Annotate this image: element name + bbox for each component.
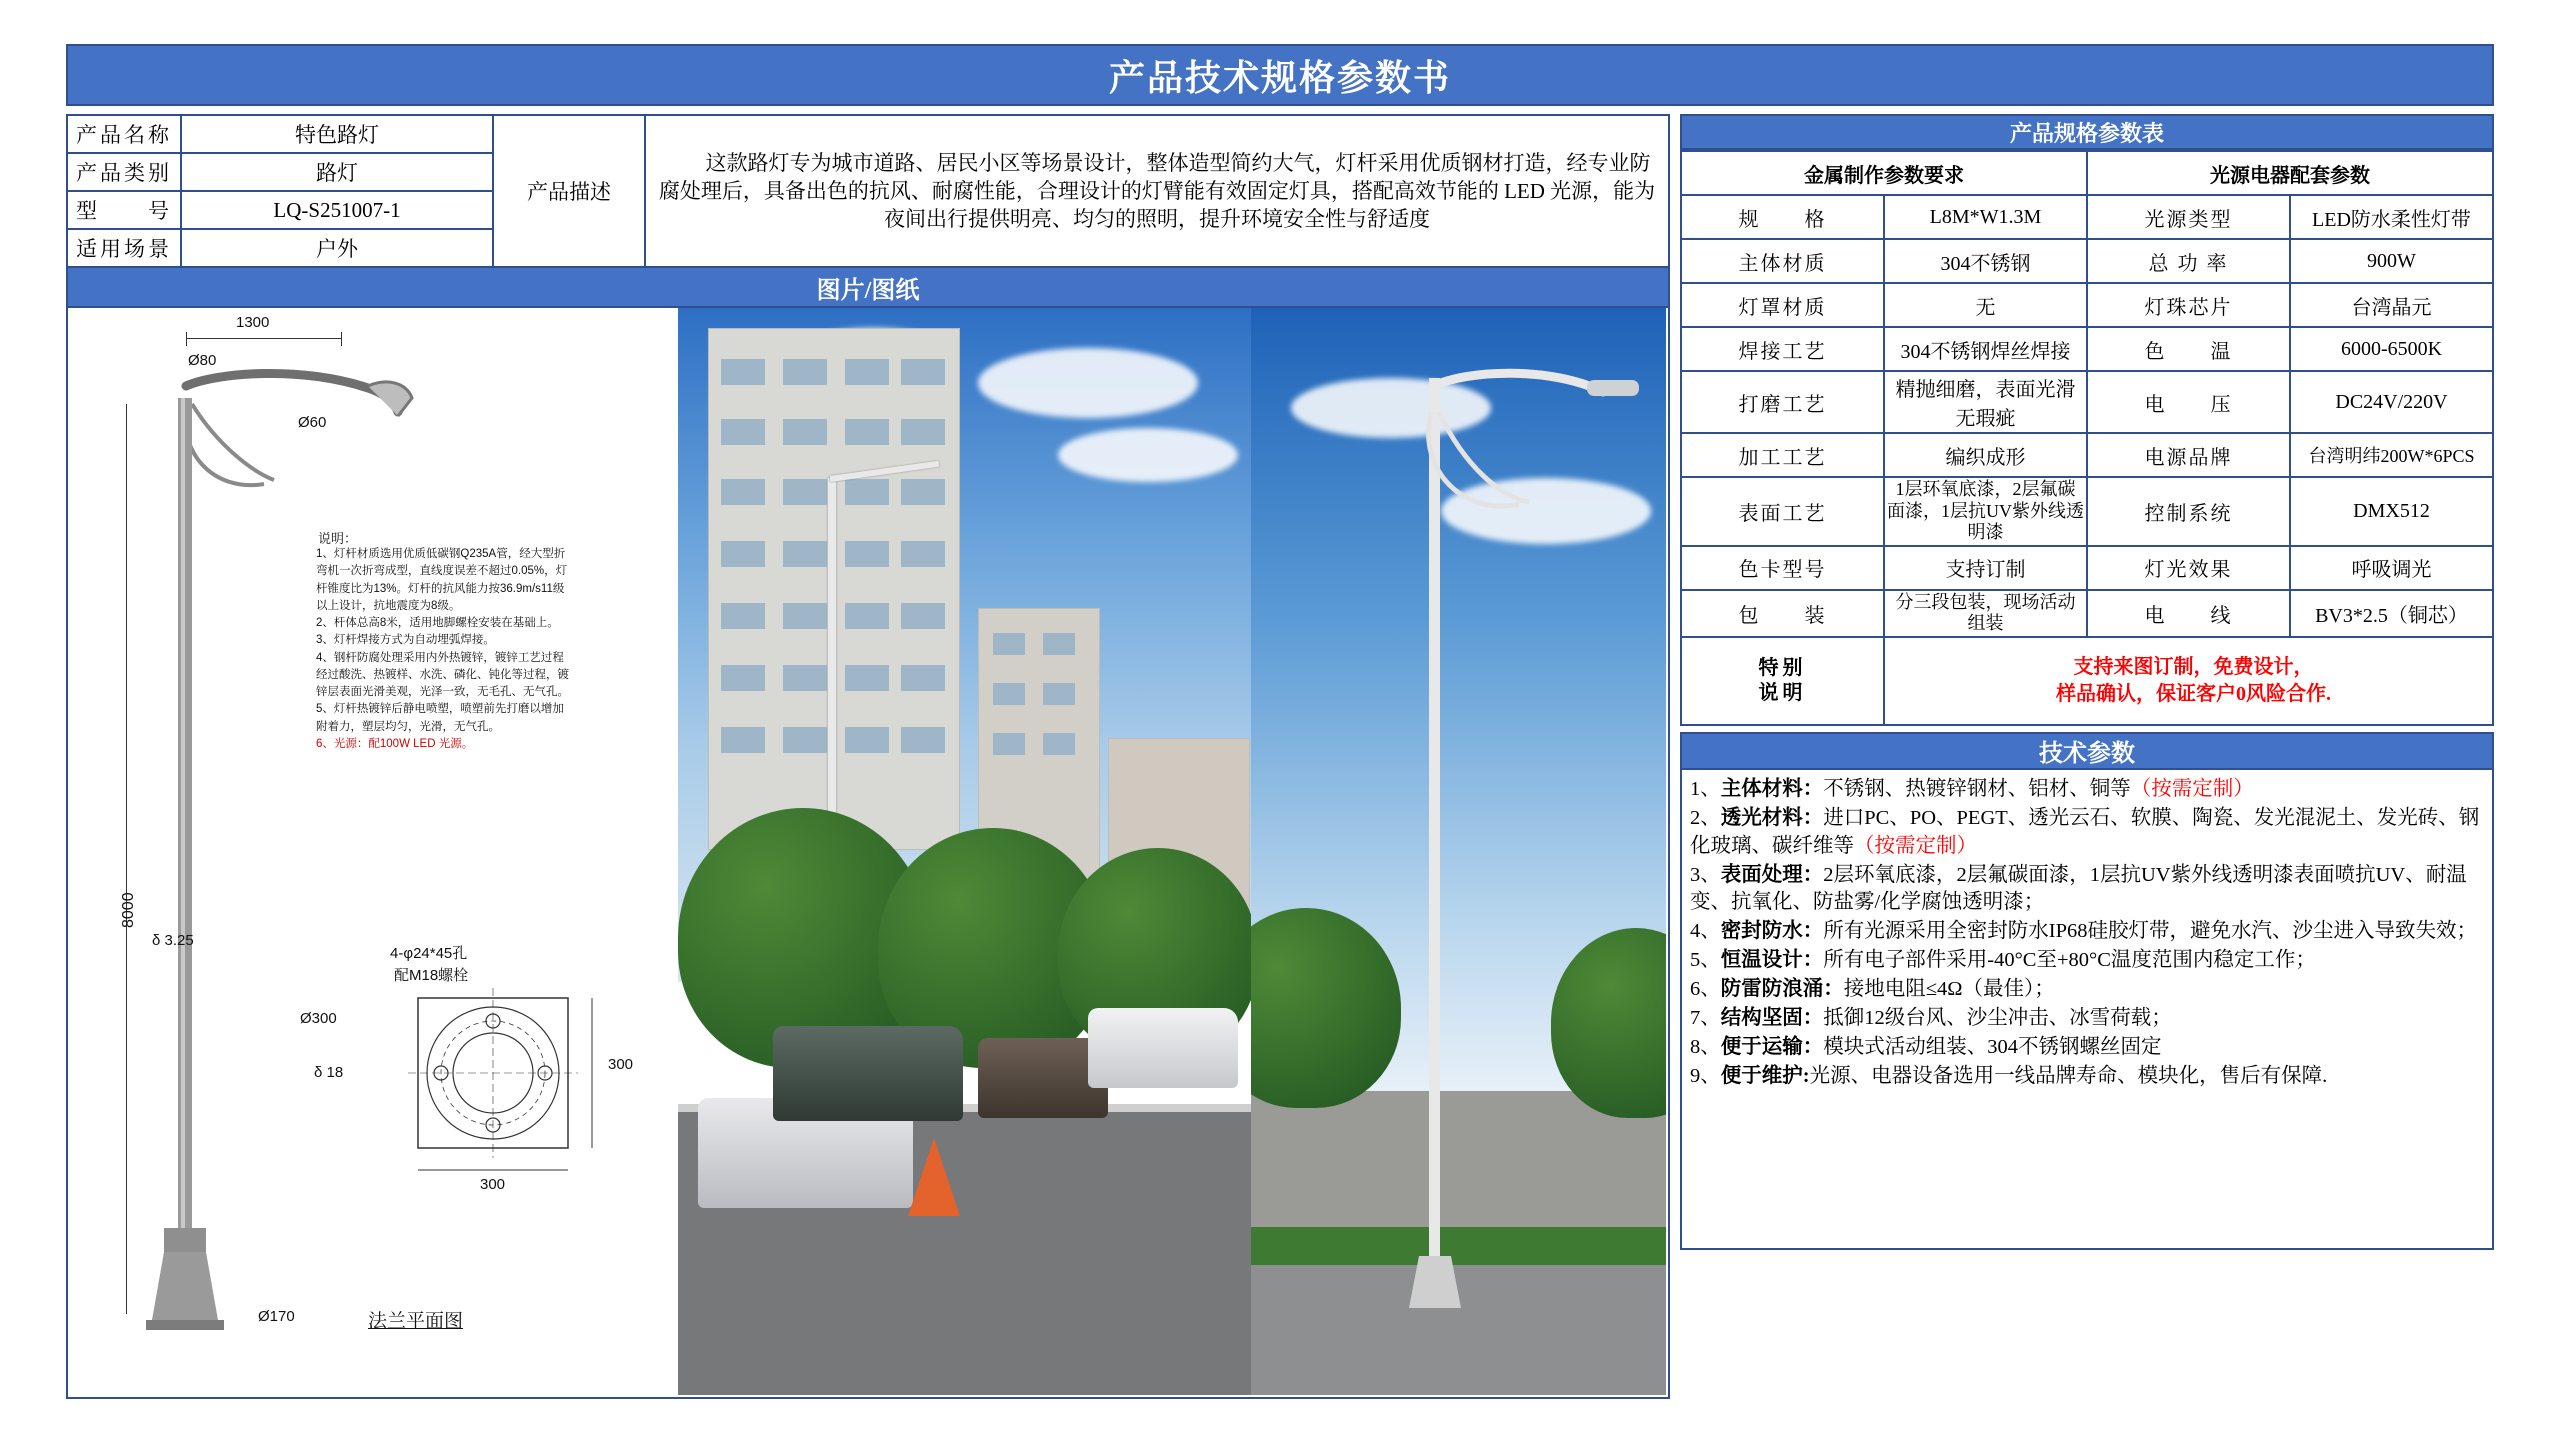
page-title: 产品技术规格参数书	[1108, 57, 1451, 98]
tech-item-0: 1、主体材料：不锈钢、热镀锌钢材、铝材、铜等（按需定制）	[1690, 777, 2254, 800]
dim-base-dia-300: Ø300	[300, 1010, 337, 1027]
spec-val-1a: 304不锈钢	[1884, 239, 2087, 283]
spec-val-8b: BV3*2.5（铜芯）	[2290, 590, 2493, 637]
dim-base-plate-h: 300	[608, 1056, 634, 1073]
image-section-body	[66, 308, 1670, 1399]
spec-key-7b: 灯光效果	[2087, 546, 2290, 590]
spec-val-0b: LED防水柔性灯带	[2290, 195, 2493, 239]
special-note-label-l2: 说明	[1758, 681, 1807, 704]
hole-note-line2: 配M18螺栓	[394, 967, 469, 984]
tech-item-3: 4、密封防水：所有光源采用全密封防水IP68硅胶灯带，避免水汽、沙尘进入导致失效；	[1690, 920, 2477, 943]
dim-base-plate-w: 300	[480, 1176, 506, 1193]
spec-key-6a: 表面工艺	[1681, 477, 1884, 546]
drawing-note-4: 5、灯杆热镀锌后静电喷塑，喷塑前先打磨以增加附着力，塑层均匀，光滑，无气孔。	[316, 703, 564, 733]
spec-key-0a: 规 格	[1681, 195, 1884, 239]
special-note-line1: 支持来图订制，免费设计，	[2073, 655, 2314, 678]
spec-val-5a: 编织成形	[1884, 433, 2087, 477]
tech-item-2: 3、表面处理：2层环氧底漆，2层氟碳面漆，1层抗UV紫外线透明漆表面喷抗UV、耐温变、抗氧化、防盐雾/化学腐蚀透明漆；	[1690, 863, 2467, 914]
spec-header-title: 产品规格参数表	[2009, 120, 2164, 146]
special-note-label-l1: 特别	[1758, 656, 1807, 679]
tech-item-4: 5、恒温设计：所有电子部件采用-40°C至+80°C温度范围内稳定工作；	[1690, 949, 2316, 972]
spec-val-1b: 900W	[2290, 239, 2493, 283]
spec-val-3a: 304不锈钢焊丝焊接	[1884, 327, 2087, 371]
tech-params-body	[1680, 770, 2494, 1250]
info-label-2: 型 号	[67, 191, 181, 229]
table-row	[1681, 433, 2493, 477]
product-photo-street	[678, 308, 1251, 1395]
flange-caption: 法兰平面图	[368, 1311, 464, 1332]
document-title-bar	[66, 44, 2494, 106]
dim-thickness: δ 3.25	[152, 932, 194, 949]
spec-key-2b: 灯珠芯片	[2087, 283, 2290, 327]
dim-height: 8000	[120, 892, 137, 928]
spec-key-4b: 电 压	[2087, 371, 2290, 433]
dim-dia-60: Ø60	[298, 414, 327, 431]
spec-panel-header	[1680, 114, 2494, 150]
table-row	[1681, 546, 2493, 590]
tech-header-title: 技术参数	[2039, 741, 2135, 768]
tech-params-header	[1680, 732, 2494, 770]
tech-item-8: 9、便于维护:光源、电器设备选用一线品牌寿命、模块化，售后有保障.	[1690, 1064, 2328, 1087]
spec-key-2a: 灯罩材质	[1681, 283, 1884, 327]
spec-val-8a: 分三段包装，现场活动组装	[1884, 590, 2087, 637]
technical-drawing	[68, 308, 678, 1395]
special-note-label	[1681, 637, 1884, 725]
table-row	[67, 115, 1669, 153]
note-title: 说明：	[318, 531, 358, 546]
tech-item-5: 6、防雷防浪涌：接地电阻≤4Ω（最佳）；	[1690, 978, 2055, 1001]
info-value-2: LQ-S251007-1	[181, 191, 493, 229]
spec-val-5b: 台湾明纬200W*6PCS	[2290, 433, 2493, 477]
product-photo-pole	[1251, 308, 1666, 1395]
drawing-note-0: 1、灯杆材质选用优质低碳钢Q235A管，经大型折弯机一次折弯成型，直线度误差不超过0.05%，灯杆锥度比为13%。灯杆的抗风能力按36.9m/s11级以上设计，抗地震度为8级。	[316, 548, 568, 612]
pole-photo-svg	[1251, 308, 1666, 1395]
spec-val-6a: 1层环氧底漆，2层氟碳面漆，1层抗UV紫外线透明漆	[1884, 477, 2087, 546]
product-desc-text: 这款路灯专为城市道路、居民小区等场景设计，整体造型简约大气，灯杆采用优质钢材打造，经专业防腐处理后，具备出色的抗风、耐腐性能，合理设计的灯臂能有效固定灯具，搭配高效节能的 LED 光源，能为夜间出行提供明亮、均匀的照明，提升环境安全性与舒适度	[645, 115, 1669, 267]
spec-val-2b: 台湾晶元	[2290, 283, 2493, 327]
spec-sheet	[66, 44, 2494, 1399]
pole-outline-svg	[68, 308, 678, 1395]
dim-dia-80: Ø80	[188, 352, 217, 369]
info-value-1: 路灯	[181, 153, 493, 191]
spec-val-2a: 无	[1884, 283, 2087, 327]
tech-item-7: 8、便于运输：模块式活动组装、304不锈钢螺丝固定	[1690, 1035, 2162, 1058]
table-row	[1681, 283, 2493, 327]
drawing-note-1: 2、杆体总高8米，适用地脚螺栓安装在基础上。	[316, 617, 559, 629]
spec-table	[1680, 150, 2494, 726]
spec-key-6b: 控制系统	[2087, 477, 2290, 546]
table-row	[1681, 590, 2493, 637]
special-note-line2: 样品确认，保证客户0风险合作.	[2056, 682, 2331, 705]
spec-val-4b: DC24V/220V	[2290, 371, 2493, 433]
drawing-note-2: 3、灯杆焊接方式为自动埋弧焊接。	[316, 634, 495, 647]
product-info-table	[66, 114, 1670, 268]
spec-key-1b: 总 功 率	[2087, 239, 2290, 283]
spec-key-0b: 光源类型	[2087, 195, 2290, 239]
spec-key-8b: 电 线	[2087, 590, 2290, 637]
table-row	[1681, 477, 2493, 546]
dim-bottom-dia: Ø170	[258, 1308, 295, 1325]
spec-key-3a: 焊接工艺	[1681, 327, 1884, 371]
spec-col2-header: 光源电器配套参数	[2087, 151, 2493, 195]
tech-item-6: 7、结构坚固：抵御12级台风、沙尘冲击、冰雪荷载；	[1690, 1006, 2172, 1029]
info-label-3: 适用场景	[67, 229, 181, 267]
spec-panel	[1680, 114, 2494, 1250]
info-value-0: 特色路灯	[181, 115, 493, 153]
info-label-0: 产品名称	[67, 115, 181, 153]
tech-item-1: 2、透光材料：进口PC、PO、PEGT、透光云石、软膜、陶瓷、发光混泥土、发光砖、钢化玻璃、碳纤维等（按需定制）	[1690, 806, 2480, 857]
table-row	[1681, 151, 2493, 195]
special-note-text	[1884, 637, 2493, 725]
spec-val-7a: 支持订制	[1884, 546, 2087, 590]
drawing-note-3: 4、钢杆防腐处理采用内外热镀锌，镀锌工艺过程经过酸洗、热镀样、水洗、磷化、钝化等过程，镀锌层表面光滑美观，光泽一致，无毛孔、无气孔。	[316, 651, 569, 698]
table-row	[1681, 195, 2493, 239]
spec-val-3b: 6000-6500K	[2290, 327, 2493, 371]
image-section-header	[66, 266, 1670, 308]
spec-col1-header: 金属制作参数要求	[1681, 151, 2087, 195]
spec-key-5a: 加工工艺	[1681, 433, 1884, 477]
flange-detail-svg	[358, 948, 658, 1208]
table-row	[1681, 327, 2493, 371]
info-label-1: 产品类别	[67, 153, 181, 191]
spec-val-7b: 呼吸调光	[2290, 546, 2493, 590]
spec-key-3b: 色 温	[2087, 327, 2290, 371]
drawing-note-5: 6、光源：配100W LED 光源。	[316, 737, 474, 750]
spec-key-4a: 打磨工艺	[1681, 371, 1884, 433]
hole-note-line1: 4-φ24*45孔	[390, 945, 468, 962]
dim-base-thk-18: δ 18	[314, 1064, 344, 1081]
spec-val-0a: L8M*W1.3M	[1884, 195, 2087, 239]
spec-key-5b: 电源品牌	[2087, 433, 2290, 477]
table-row	[1681, 239, 2493, 283]
spec-key-7a: 色卡型号	[1681, 546, 1884, 590]
info-value-3: 户外	[181, 229, 493, 267]
spec-val-6b: DMX512	[2290, 477, 2493, 546]
spec-key-1a: 主体材质	[1681, 239, 1884, 283]
table-row-special	[1681, 637, 2493, 725]
image-section-title: 图片/图纸	[816, 277, 920, 304]
dim-top-width: 1300	[236, 314, 270, 331]
spec-val-4a: 精抛细磨，表面光滑无瑕疵	[1884, 371, 2087, 433]
product-desc-label: 产品描述	[493, 115, 645, 267]
spec-key-8a: 包 装	[1681, 590, 1884, 637]
table-row	[1681, 371, 2493, 433]
